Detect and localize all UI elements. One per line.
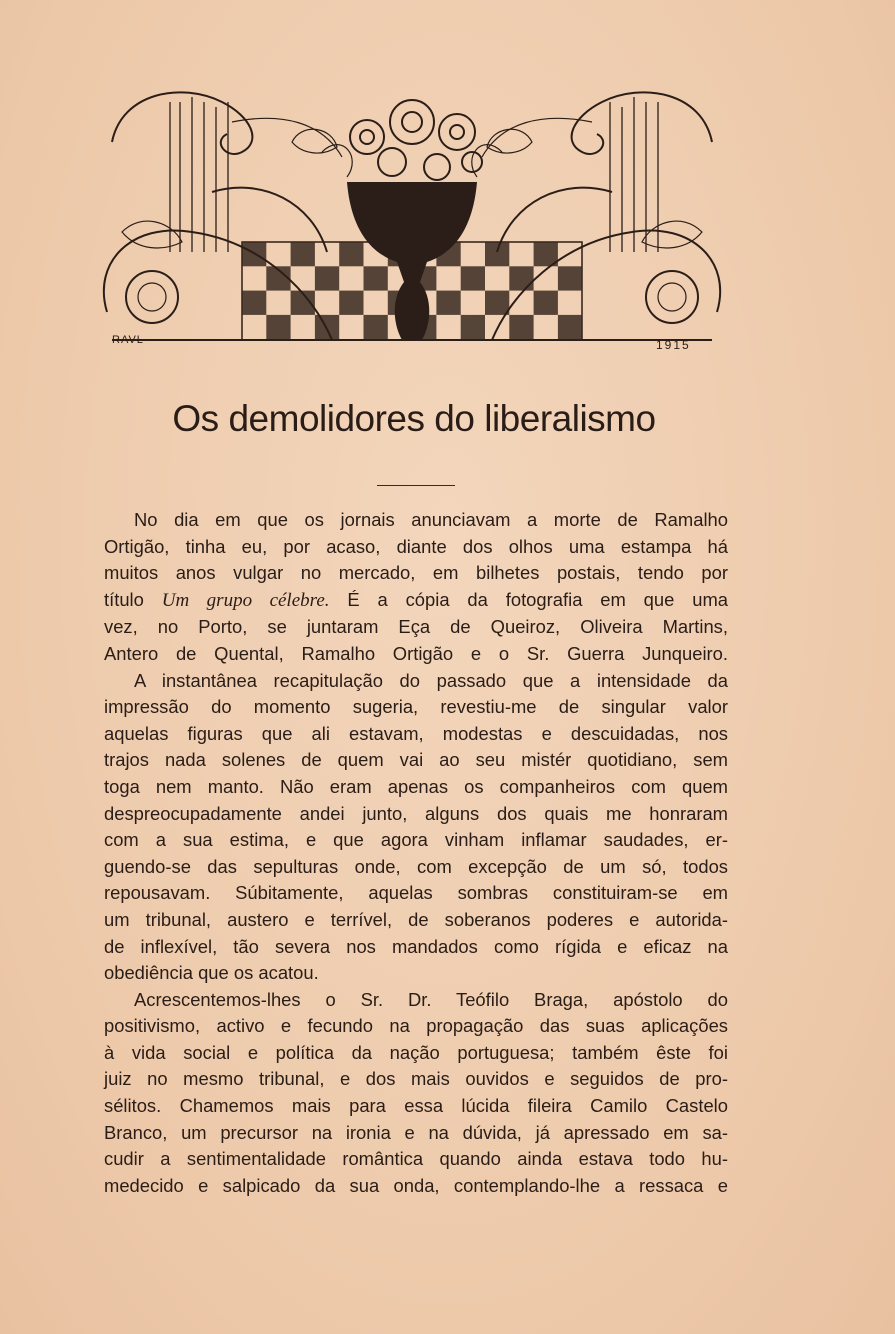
text-line: repousavam. Súbitamente, aquelas sombras constituiram-se em [104,882,728,904]
text-line: positivismo, activo e fecundo na propagação das suas aplicações [104,1015,728,1037]
checker-square [315,266,339,290]
checker-square [291,242,315,266]
text-line: à vida social e política da nação portuguesa; também êste foi [104,1041,728,1063]
checker-square [509,266,533,290]
checker-square [485,291,509,315]
text-line: de inflexível, tão severa nos mandados como rígida e eficaz na [104,935,728,957]
text-fragment: título [104,588,162,610]
illustrator-signature: RAVL [112,334,144,346]
text-line: muitos anos vulgar no mercado, em bilhetes postais, tendo por [104,562,728,584]
checker-square [461,315,485,339]
text-line: cudir a sentimentalidade romântica quando ainda estava todo hu- [104,1148,728,1170]
checker-square [339,291,363,315]
text-line: vez, no Porto, se juntaram Eça de Queiroz, Oliveira Martins, [104,616,728,638]
text-line: um tribunal, austero e terrível, de soberanos poderes e autorida- [104,908,728,930]
text-line: Branco, um precursor na ironia e na dúvida, já apressado em sa- [104,1121,728,1143]
text-fragment: É a cópia da fotografia em que uma [329,588,728,610]
text-line: Ortigão, tinha eu, por acaso, diante dos olhos uma estampa há [104,535,728,557]
checker-square [266,315,290,339]
text-line: toga nem manto. Não eram apenas os companheiros com quem [104,775,728,797]
chapter-body [104,507,728,1199]
text-line: guendo-se das sepulturas onde, com excepção de um só, todos [104,855,728,877]
text-line: com a sua estima, e que agora vinham inflamar saudades, er- [104,829,728,851]
paragraph-1 [104,507,728,668]
text-line: trajos nada solenes de quem vai ao seu mistér quotidiano, sem [104,749,728,771]
ornament-date: 1915 [656,338,691,352]
checker-square [339,242,363,266]
text-line: medecido e salpicado da sua onda, contemplando-lhe a ressaca e [104,1174,728,1196]
title-divider [377,485,455,486]
text-line: despreocupadamente andei junto, alguns dos quais me honraram [104,802,728,824]
text-line: sélitos. Chamemos mais para essa lúcida fileira Camilo Castelo [104,1095,728,1117]
text-line: juiz no mesmo tribunal, e dos mais ouvidos e seguidos de pro- [104,1068,728,1090]
ornamental-headpiece [92,82,732,357]
checker-square [534,291,558,315]
text-line: Antero de Quental, Ramalho Ortigão e o Sr. Guerra Junqueiro. [104,642,728,664]
text-line-with-italic [104,587,728,615]
ornament-illustration [92,82,732,357]
paragraph-2 [104,668,728,987]
checker-square [509,315,533,339]
checker-square [558,315,582,339]
text-line: Acrescentemos-lhes o Sr. Dr. Teófilo Braga, apóstolo do [134,988,728,1010]
text-line: A instantânea recapitulação do passado que a intensidade da [134,669,728,691]
checker-square [436,291,460,315]
text-line: obediência que os acatou. [104,962,319,984]
chapter-title: Os demolidores do liberalismo [172,398,656,439]
checker-square [485,242,509,266]
italic-title: Um grupo célebre. [161,589,330,611]
checker-square [242,291,266,315]
text-line: impressão do momento sugeria, revestiu-me de singular valor [104,696,728,718]
checker-square [364,266,388,290]
checker-square [364,315,388,339]
paragraph-3 [104,987,728,1200]
checker-square [461,266,485,290]
text-line: No dia em que os jornais anunciavam a morte de Ramalho [134,509,728,530]
text-line: aquelas figuras que ali estavam, modestas e descuidadas, nos [104,722,728,744]
checker-square [558,266,582,290]
